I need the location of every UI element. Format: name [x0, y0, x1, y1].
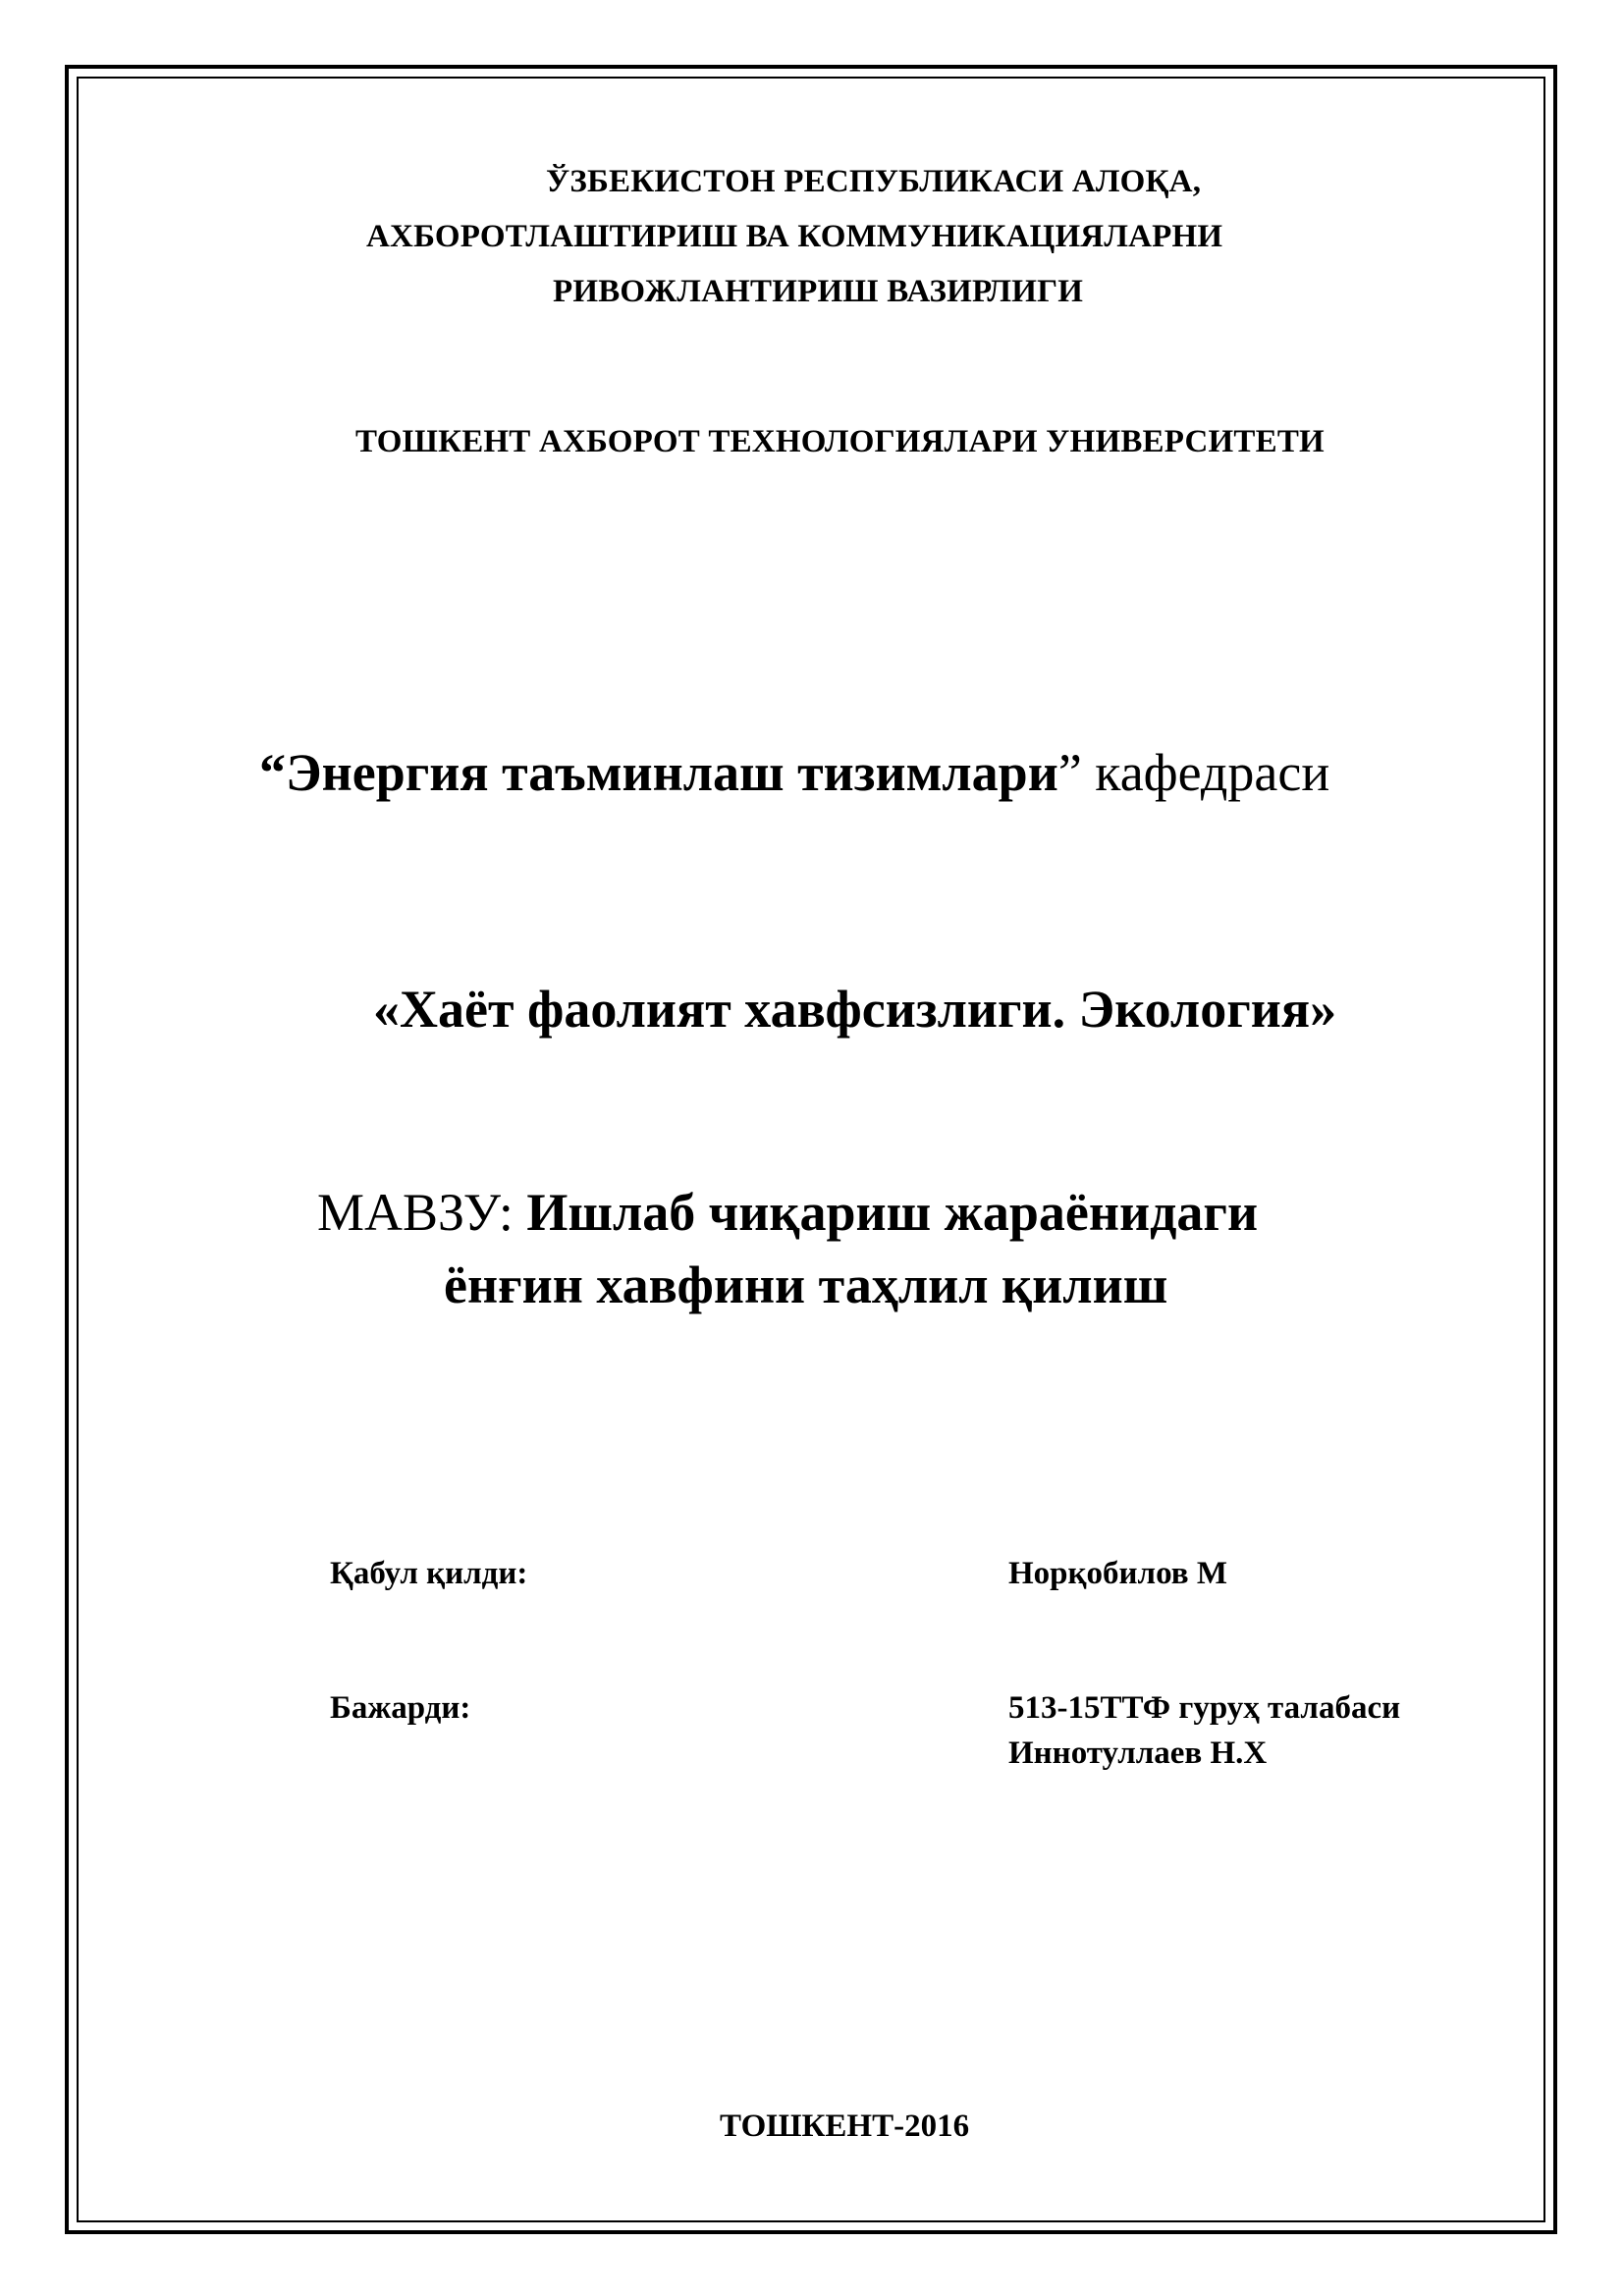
topic-line-2: ёнғин хавфини таҳлил қилиш: [444, 1255, 1168, 1314]
ministry-line-1: ЎЗБЕКИСТОН РЕСПУБЛИКАСИ АЛОҚА,: [546, 164, 1202, 199]
topic-line-1: [317, 1178, 1258, 1247]
department-open-quote: “: [259, 743, 286, 802]
accepted-label: Қабул қилди:: [330, 1556, 528, 1591]
ministry-line-2: АХБОРОТЛАШТИРИШ ВА КОММУНИКАЦИЯЛАРНИ: [366, 219, 1223, 254]
topic-title-1: Ишлаб чиқариш жараёнидаги: [526, 1183, 1259, 1242]
performed-label: Бажарди:: [330, 1690, 471, 1726]
topic-prefix: МАВЗУ:: [317, 1183, 527, 1242]
department-close-quote: ”: [1057, 743, 1082, 802]
department-name: Энергия таъминлаш тизимлари: [286, 743, 1058, 802]
accepted-value: Норқобилов М: [1008, 1556, 1227, 1591]
department-title: [259, 738, 1329, 807]
page-border-inner: [77, 77, 1545, 2222]
university-name: ТОШКЕНТ АХБОРОТ ТЕХНОЛОГИЯЛАРИ УНИВЕРСИТЕТИ: [355, 424, 1325, 459]
ministry-line-3: РИВОЖЛАНТИРИШ ВАЗИРЛИГИ: [553, 274, 1084, 309]
subject-title: «Хаёт фаолият хавфсизлиги. Экология»: [373, 980, 1337, 1039]
performed-value-2: Иннотуллаев Н.Х: [1008, 1735, 1268, 1771]
city-year: ТОШКЕНТ-2016: [720, 2109, 970, 2144]
department-suffix: кафедраси: [1081, 743, 1330, 802]
performed-value-1: 513-15ТТФ гуруҳ талабаси: [1008, 1690, 1401, 1726]
